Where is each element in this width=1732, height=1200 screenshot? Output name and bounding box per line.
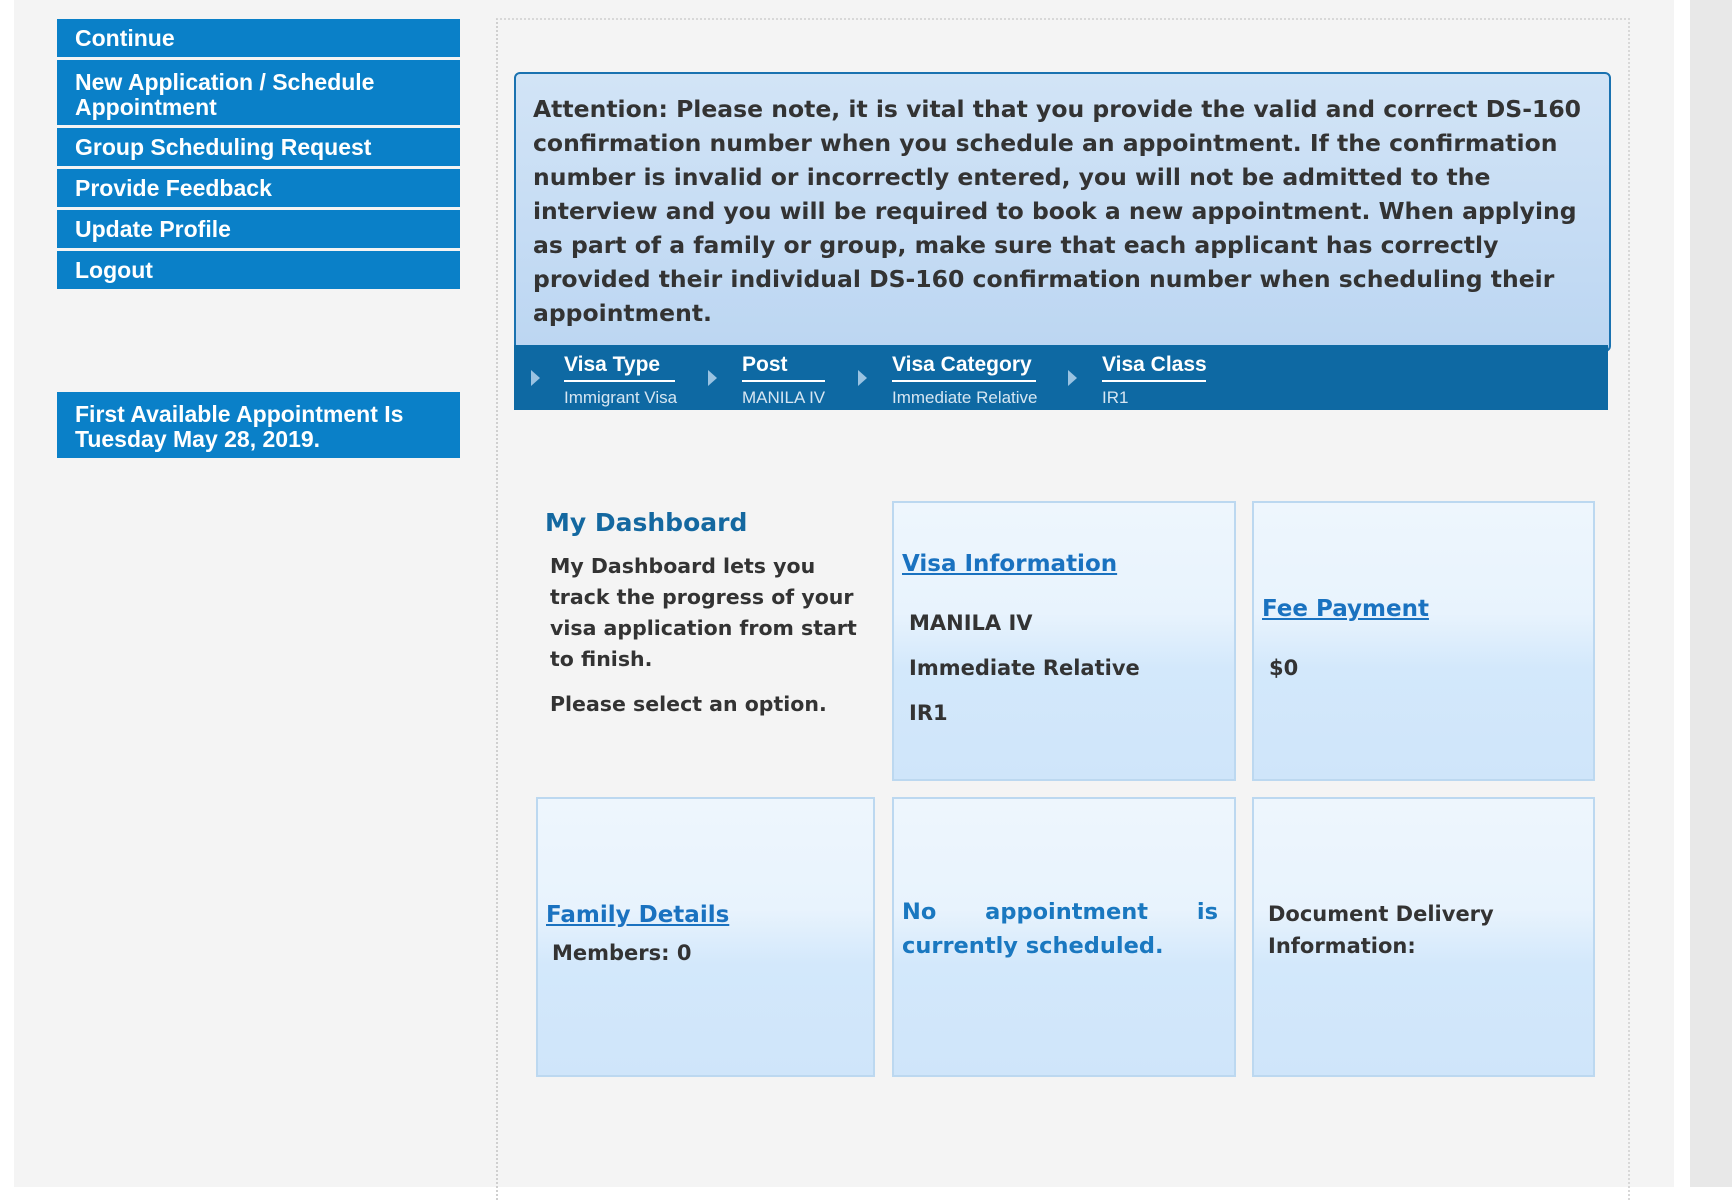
dashboard-title: My Dashboard: [545, 508, 748, 537]
step-value: MANILA IV: [742, 388, 826, 407]
step-arrow-icon: [531, 370, 540, 386]
dashboard-description: [550, 551, 860, 734]
step-visa-class: [1102, 353, 1206, 408]
step-label: Visa Category: [892, 353, 1036, 382]
dashboard-intro-text: My Dashboard lets you track the progress of your visa application from start to finish.: [550, 554, 857, 671]
step-value: IR1: [1102, 388, 1129, 407]
sidebar-item-provide-feedback[interactable]: Provide Feedback: [57, 169, 460, 207]
step-label: Post: [742, 353, 825, 382]
document-delivery-label: Document Delivery Information:: [1268, 902, 1494, 958]
dashboard-prompt: Please select an option.: [550, 692, 827, 716]
visa-info-post: MANILA IV: [909, 611, 1033, 635]
step-visa-category: [892, 353, 1038, 408]
step-label: Visa Class: [1102, 353, 1206, 382]
step-label: Visa Type: [564, 353, 675, 382]
sidebar-item-continue[interactable]: Continue: [57, 19, 460, 57]
attention-notice: Attention: Please note, it is vital that you provide the valid and correct DS-160 confirmation number when you schedule an appointment. If the confirmation number is invalid or incorrectly entered, you will not be admitted to the interview and you will be required to book a new appointment. When applying as part of a family or group, make sure that each applicant has correctly provided their individual DS-160 confirmation number when scheduling their appointment.: [514, 72, 1611, 352]
visa-info-category: Immediate Relative: [909, 656, 1140, 680]
step-arrow-icon: [1068, 370, 1077, 386]
document-delivery-card: [1252, 797, 1595, 1077]
sidebar-item-logout[interactable]: Logout: [57, 251, 460, 289]
sidebar-item-update-profile[interactable]: Update Profile: [57, 210, 460, 248]
appointment-status-card: [892, 797, 1236, 1077]
fee-amount: $0: [1269, 656, 1299, 680]
family-members-count: Members: 0: [552, 941, 692, 965]
family-details-link[interactable]: Family Details: [546, 902, 730, 928]
visa-info-class: IR1: [909, 701, 948, 725]
sidebar-item-new-application[interactable]: New Application / Schedule Appointment: [57, 60, 460, 125]
fee-payment-card: [1252, 501, 1595, 781]
step-arrow-icon: [858, 370, 867, 386]
progress-steps: [514, 345, 1608, 410]
step-value: Immigrant Visa: [564, 388, 678, 407]
fee-payment-link[interactable]: Fee Payment: [1262, 596, 1429, 622]
visa-information-card: [892, 501, 1236, 781]
step-arrow-icon: [708, 370, 717, 386]
step-value: Immediate Relative: [892, 388, 1038, 407]
visa-information-link[interactable]: Visa Information: [902, 551, 1118, 577]
scrollbar-track[interactable]: [1690, 0, 1732, 1187]
step-post: [742, 353, 825, 408]
appointment-status-text: No appointment is currently scheduled.: [902, 899, 1218, 959]
family-details-card: [536, 797, 875, 1077]
first-available-appointment: First Available Appointment Is Tuesday May 28, 2019.: [57, 392, 460, 458]
step-visa-type: [564, 353, 677, 408]
sidebar-item-group-scheduling[interactable]: Group Scheduling Request: [57, 128, 460, 166]
sidebar-nav: [57, 19, 460, 292]
